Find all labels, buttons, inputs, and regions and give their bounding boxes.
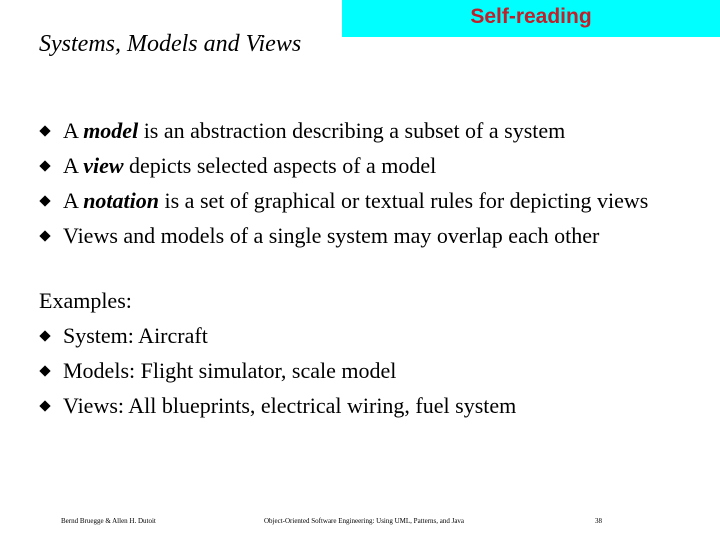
footer-authors: Bernd Bruegge & Allen H. Dutoit <box>61 517 156 525</box>
self-reading-banner <box>342 0 720 37</box>
term-notation: notation <box>83 188 159 213</box>
examples-section <box>39 283 516 423</box>
bullet-overlap: Views and models of a single system may overlap each other <box>39 218 648 253</box>
diamond-bullet-icon <box>39 160 50 171</box>
example-item: Models: Flight simulator, scale model <box>39 353 516 388</box>
diamond-bullet-icon <box>39 125 50 136</box>
slide-title: Systems, Models and Views <box>39 31 302 57</box>
diamond-bullet-icon <box>39 330 50 341</box>
example-item: System: Aircraft <box>39 318 516 353</box>
footer-page-number: 38 <box>595 517 602 525</box>
definition-list <box>39 113 648 253</box>
footer-book-title: Object-Oriented Software Engineering: Using UML, Patterns, and Java <box>264 517 465 525</box>
term-view: view <box>83 153 124 178</box>
diamond-bullet-icon <box>39 230 50 241</box>
diamond-bullet-icon <box>39 195 50 206</box>
bullet-view: A view depicts selected aspects of a model <box>39 148 648 183</box>
bullet-model: A model is an abstraction describing a subset of a system <box>39 113 648 148</box>
bullet-notation: A notation is a set of graphical or textual rules for depicting views <box>39 183 648 218</box>
term-model: model <box>83 118 139 143</box>
diamond-bullet-icon <box>39 400 50 411</box>
diamond-bullet-icon <box>39 365 50 376</box>
banner-label: Self-reading <box>470 5 592 28</box>
examples-heading: Examples: <box>39 288 132 313</box>
example-item: Views: All blueprints, electrical wiring, fuel system <box>39 388 516 423</box>
